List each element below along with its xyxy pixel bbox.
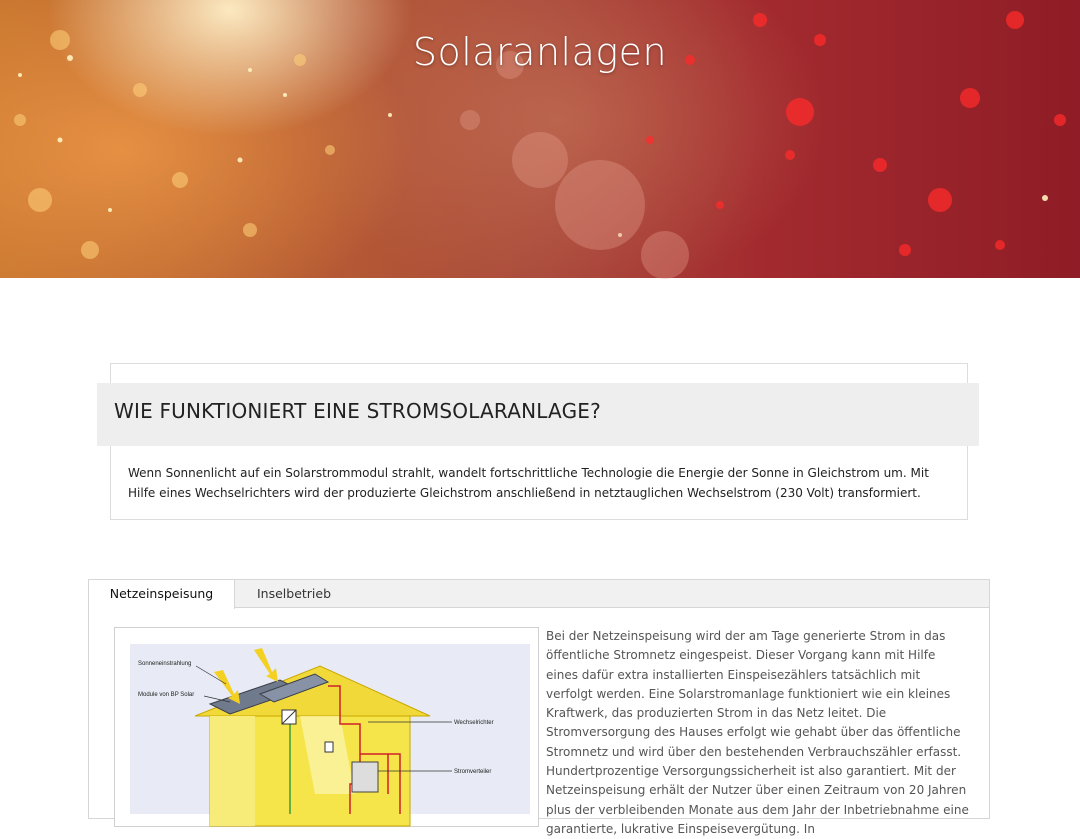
info-heading-bar: [97, 383, 979, 446]
house-diagram-image: [130, 644, 530, 814]
info-text: Wenn Sonnenlicht auf ein Solarstrommodul strahlt, wandelt fortschrittliche Technologie die Energie der Sonne in Gleichstrom um. Mit Hilfe eines Wechselrichters wird der produzierte Gleichstrom anschließend in netztauglichen Wechselstrom (230 Volt) transformiert.: [128, 466, 929, 500]
solar-house-diagram: [114, 627, 539, 827]
hero-banner: [0, 0, 1080, 278]
tab-content-text: Bei der Netzeinspeisung wird der am Tage generierte Strom in das öffentliche Stromnetz eingespeist. Dieser Vorgang kann mit Hilfe eines dafür extra installierten Einspeisezählers tatsächlich mit verfolgt werden. Eine Solarstromanlage funktioniert wie ein kleines Kraftwerk, das produzierten Strom in das Netz leitet. Die Stromversorgung des Hauses erfolgt wie gehabt über das öffentliche Stromnetz und wird über den bestehenden Verbrauchszähler erfasst. Hundertprozentige Versorgungssicherheit ist also garantiert. Mit der Netzeinspeisung erhält der Nutzer über einen Zeitraum von 20 Jahren plus der verbleibenden Monate aus dem Jahr der Inbetriebnahme eine garantierte, lukrative Einspeisevergütung. In: [546, 629, 969, 836]
info-heading: WIE FUNKTIONIERT EINE STROMSOLARANLAGE?: [114, 399, 601, 423]
label-sun: Sonneneinstrahlung: [138, 661, 192, 667]
label-modules: Module von BP Solar: [138, 692, 195, 698]
tab-inselbetrieb[interactable]: Inselbetrieb: [256, 586, 332, 601]
tab-netzeinspeisung[interactable]: Netzeinspeisung: [89, 580, 235, 609]
page-title: Solaranlagen: [412, 30, 668, 74]
tab-bar: [89, 580, 989, 608]
label-inverter: Wechselrichter: [454, 720, 494, 726]
label-distributor: Stromverteiler: [454, 769, 492, 775]
